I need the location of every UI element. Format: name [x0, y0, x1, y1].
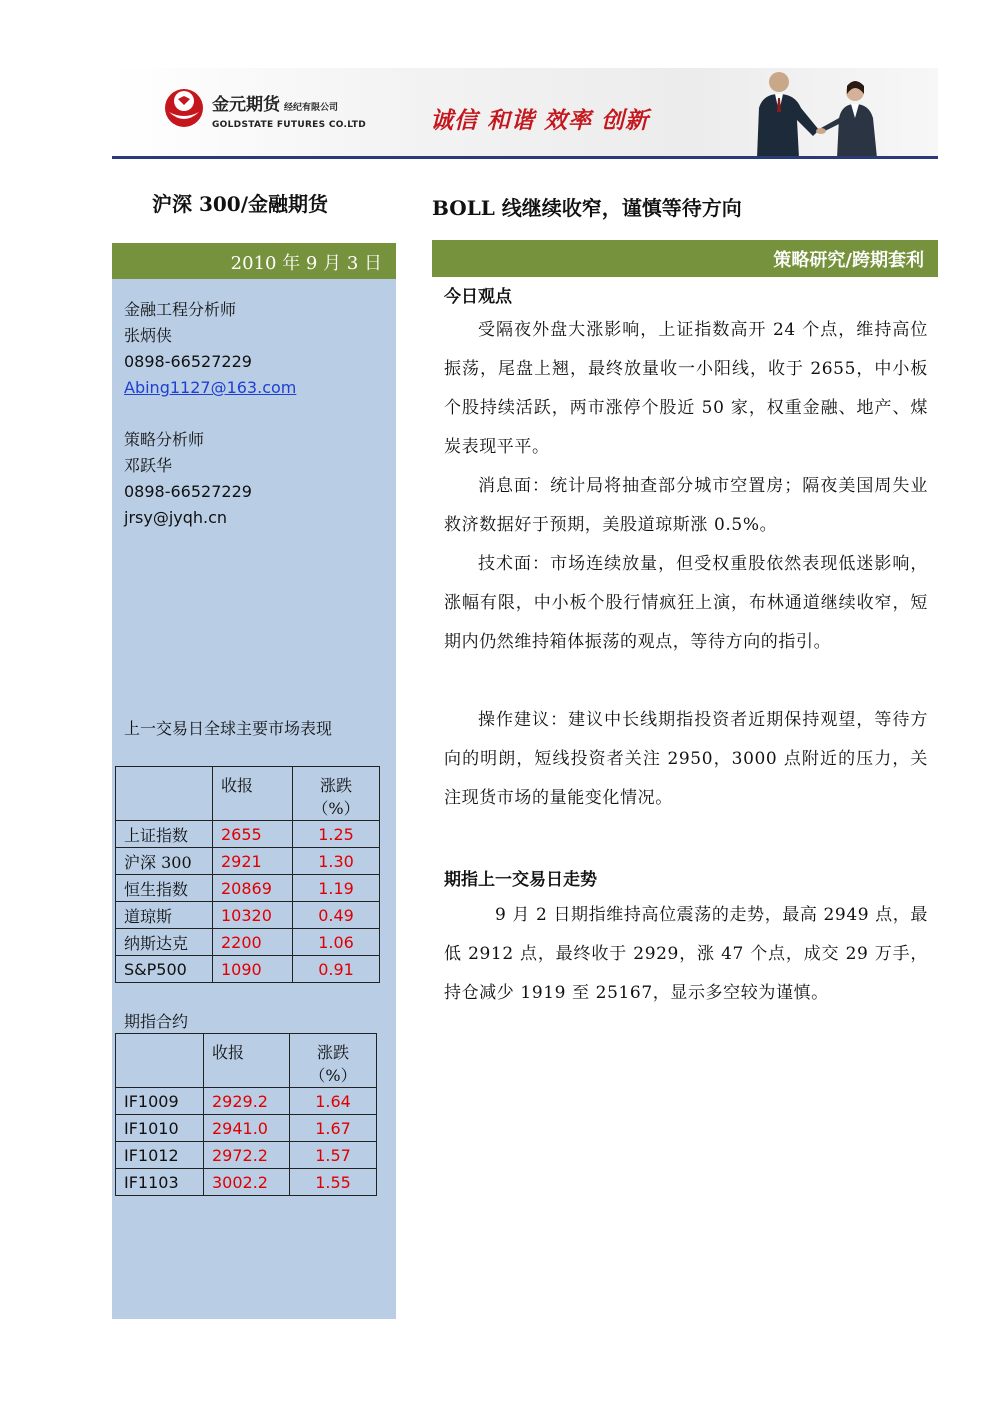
company-name-cn: 金元期货 经纪有限公司: [212, 95, 339, 115]
col-header-change: 涨跌 （%）: [290, 1034, 377, 1088]
col-header-close: 收报: [204, 1034, 290, 1088]
prev-day-heading: 期指上一交易日走势: [444, 870, 597, 890]
row-close: 2972.2: [204, 1142, 290, 1169]
table-header-blank: [116, 767, 213, 821]
analyst-1-email-link[interactable]: Abing1127@163.com: [124, 378, 297, 397]
analyst-1-role: 金融工程分析师: [124, 300, 237, 319]
company-logo-icon: [164, 86, 204, 130]
row-name: IF1103: [116, 1169, 204, 1196]
table-row: [116, 1142, 377, 1169]
row-name: IF1009: [116, 1088, 204, 1115]
sidebar-panel: [112, 243, 396, 1319]
table-row: [116, 1169, 377, 1196]
row-name: 纳斯达克: [116, 929, 213, 956]
futures-contracts-table: [115, 1033, 377, 1196]
table-header-blank: [116, 1034, 204, 1088]
today-view-heading: 今日观点: [444, 287, 512, 307]
company-slogan: 诚信 和谐 效率 创新: [430, 108, 650, 134]
row-close: 1090: [213, 956, 293, 983]
handshake-illustration-icon: [727, 68, 938, 158]
row-name: IF1010: [116, 1115, 204, 1142]
row-change: 0.49: [293, 902, 380, 929]
table-header-row: [116, 1034, 377, 1088]
paragraph-technical: 技术面：市场连续放量，但受权重股依然表现低迷影响，涨幅有限，中小板个股行情疯狂上演，布林通道继续收窄，短期内仍然维持箱体振荡的观点，等待方向的指引。: [444, 554, 928, 652]
table-row: [116, 821, 380, 848]
analyst-1-contact: [124, 297, 296, 401]
row-close: 2921: [213, 848, 293, 875]
row-change: 1.19: [293, 875, 380, 902]
table-row: [116, 1088, 377, 1115]
header-banner: [112, 68, 938, 158]
row-name: 上证指数: [116, 821, 213, 848]
markets-table-label: 上一交易日全球主要市场表现: [124, 719, 333, 738]
col-header-change: 涨跌 （%）: [293, 767, 380, 821]
table-row: [116, 902, 380, 929]
analyst-2-email: jrsy@jyqh.cn: [124, 508, 228, 527]
table-row: [116, 848, 380, 875]
row-change: 1.30: [293, 848, 380, 875]
paragraph-market-summary: 受隔夜外盘大涨影响，上证指数高开 24 个点，维持高位振荡，尾盘上翘，最终放量收一小阳线，收于 2655，中小板个股持续活跃，两市涨停个股近 50 家，权重金融、地产、煤炭表现平平。: [444, 320, 928, 457]
row-change: 1.64: [290, 1088, 377, 1115]
paragraph-news: 消息面：统计局将抽查部分城市空置房；隔夜美国周失业救济数据好于预期，美股道琼斯涨 0.5%。: [444, 476, 928, 535]
row-name: 恒生指数: [116, 875, 213, 902]
report-date: 2010 年 9 月 3 日: [112, 243, 396, 279]
row-close: 2655: [213, 821, 293, 848]
row-change: 1.25: [293, 821, 380, 848]
row-close: 2941.0: [204, 1115, 290, 1142]
table-row: [116, 875, 380, 902]
col-header-close: 收报: [213, 767, 293, 821]
table-row: [116, 956, 380, 983]
row-name: IF1012: [116, 1142, 204, 1169]
paragraph-advice: 操作建议：建议中长线期指投资者近期保持观望，等待方向的明朗，短线投资者关注 2950，3000 点附近的压力，关注现货市场的量能变化情况。: [444, 710, 928, 808]
analyst-2-phone: 0898-66527229: [124, 482, 252, 501]
row-change: 1.57: [290, 1142, 377, 1169]
report-category-title: 沪深 300/金融期货: [152, 192, 329, 216]
analyst-1-phone: 0898-66527229: [124, 352, 252, 371]
row-name: 沪深 300: [116, 848, 213, 875]
row-change: 1.55: [290, 1169, 377, 1196]
row-close: 2929.2: [204, 1088, 290, 1115]
futures-table-label: 期指合约: [124, 1012, 189, 1031]
company-name-en: GOLDSTATE FUTURES CO.LTD: [212, 120, 366, 130]
table-row: [116, 929, 380, 956]
row-change: 1.67: [290, 1115, 377, 1142]
analyst-1-name: 张炳侠: [124, 326, 173, 345]
row-name: 道琼斯: [116, 902, 213, 929]
row-close: 10320: [213, 902, 293, 929]
analyst-2-role: 策略分析师: [124, 430, 205, 449]
report-headline: BOLL 线继续收窄，谨慎等待方向: [432, 196, 742, 220]
table-row: [116, 1115, 377, 1142]
header-rule: [112, 156, 938, 159]
row-change: 1.06: [293, 929, 380, 956]
row-close: 3002.2: [204, 1169, 290, 1196]
paragraph-prev-day: 9 月 2 日期指维持高位震荡的走势，最高 2949 点，最低 2912 点，最终收于 2929，涨 47 个点，成交 29 万手，持仓减少 1919 至 25167，显示多空较为谨慎。: [444, 905, 928, 1003]
strategy-category-bar: 策略研究/跨期套利: [432, 240, 938, 277]
row-close: 20869: [213, 875, 293, 902]
row-name: S&P500: [116, 956, 213, 983]
analyst-2-name: 邓跃华: [124, 456, 173, 475]
analyst-2-contact: [124, 427, 252, 531]
global-markets-table: [115, 766, 380, 983]
row-close: 2200: [213, 929, 293, 956]
row-change: 0.91: [293, 956, 380, 983]
table-header-row: [116, 767, 380, 821]
